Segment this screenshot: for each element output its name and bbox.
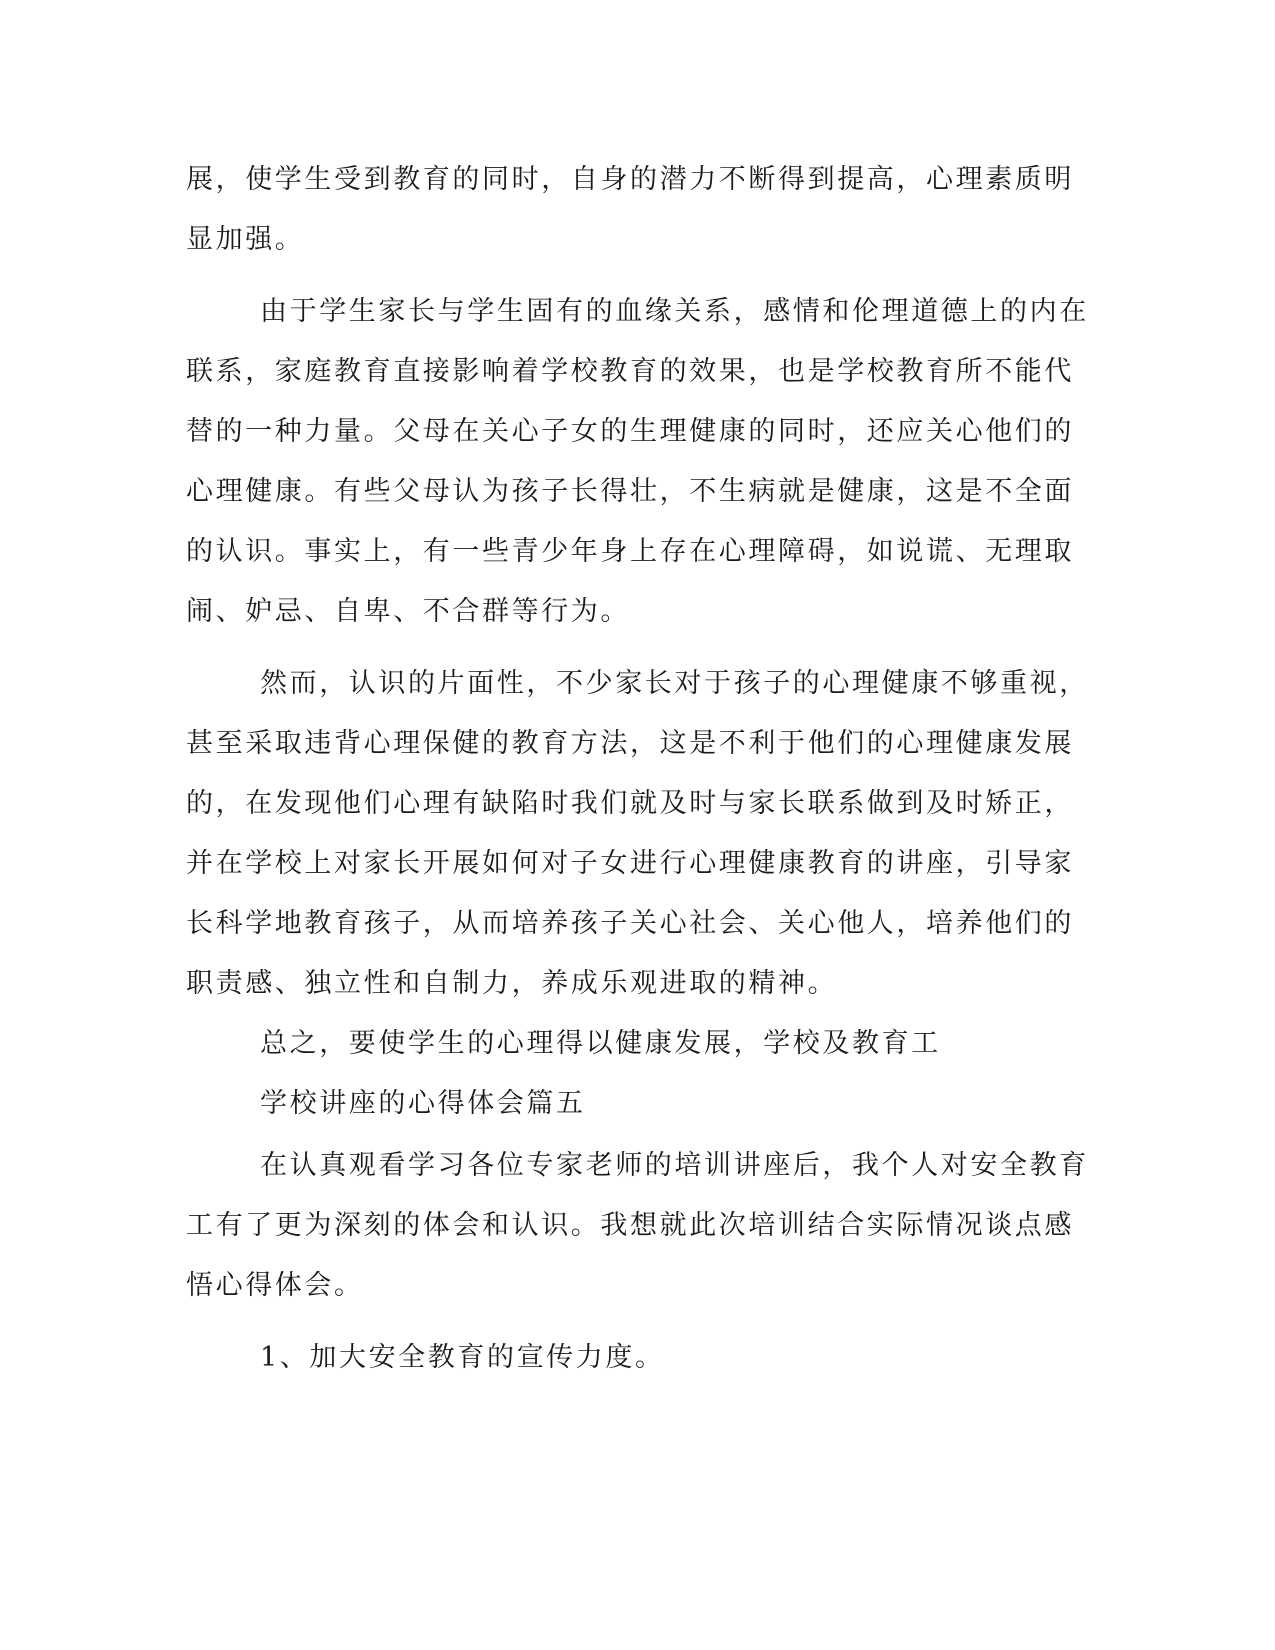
text-line: 长科学地教育孩子，从而培养孩子关心社会、关心他人，培养他们的 [186,908,1074,939]
text-line: 1、加大安全教育的宣传力度。 [260,1342,665,1373]
paragraph [186,282,1089,642]
text-line: 由于学生家长与学生固有的血缘关系，感情和伦理道德上的内在 [260,296,1089,327]
text-line: 心理健康。有些父母认为孩子长得壮，不生病就是健康，这是不全面 [186,476,1074,507]
section-title: 学校讲座的心得体会篇五 [260,1088,586,1119]
text-line: 的，在发现他们心理有缺陷时我们就及时与家长联系做到及时矫正， [186,788,1074,819]
paragraph [186,654,1089,1014]
text-line: 职责感、独立性和自制力，养成乐观进取的精神。 [186,968,838,999]
text-line: 然而，认识的片面性，不少家长对于孩子的心理健康不够重视， [260,668,1089,699]
text-line: 展，使学生受到教育的同时，自身的潜力不断得到提高，心理素质明 [186,164,1074,195]
paragraph [186,150,1074,270]
text-line: 闹、妒忌、自卑、不合群等行为。 [186,596,630,627]
paragraph [186,1136,1089,1316]
text-line: 工有了更为深刻的体会和认识。我想就此次培训结合实际情况谈点感 [186,1210,1074,1241]
text-line: 悟心得体会。 [186,1270,364,1301]
document-body [186,150,1089,1388]
paragraph [186,1014,1066,1074]
paragraph [186,1328,1066,1388]
text-line: 甚至采取违背心理保健的教育方法，这是不利于他们的心理健康发展 [186,728,1074,759]
text-line: 显加强。 [186,224,305,255]
text-line: 的认识。事实上，有一些青少年身上存在心理障碍，如说谎、无理取 [186,536,1074,567]
text-line: 联系，家庭教育直接影响着学校教育的效果，也是学校教育所不能代 [186,356,1074,387]
text-line: 总之，要使学生的心理得以健康发展，学校及教育工 [260,1028,941,1059]
text-line: 在认真观看学习各位专家老师的培训讲座后，我个人对安全教育 [260,1150,1089,1181]
text-line: 替的一种力量。父母在关心子女的生理健康的同时，还应关心他们的 [186,416,1074,447]
text-line: 并在学校上对家长开展如何对子女进行心理健康教育的讲座，引导家 [186,848,1074,879]
